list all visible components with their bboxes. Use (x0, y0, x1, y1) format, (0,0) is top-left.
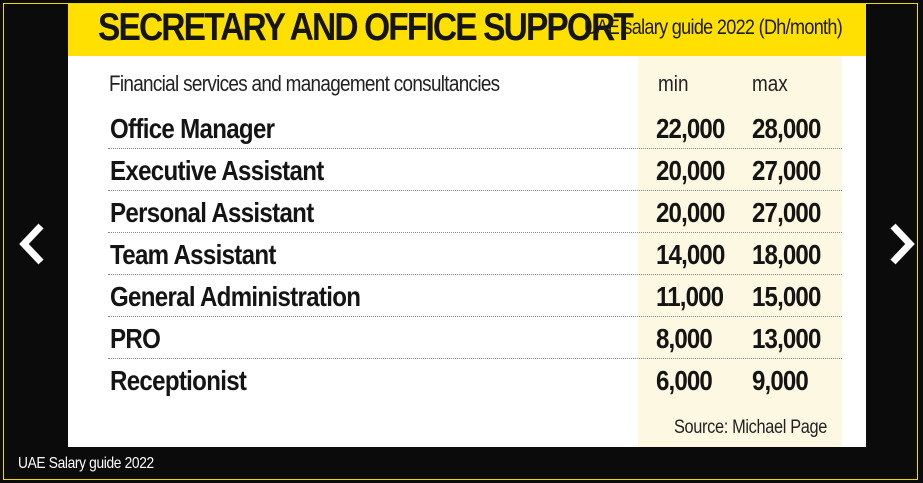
max-salary: 9,000 (752, 365, 808, 396)
table-row (108, 191, 842, 233)
next-slide-button[interactable] (882, 219, 922, 269)
min-salary: 11,000 (656, 281, 724, 312)
table-row (108, 359, 842, 401)
previous-slide-button[interactable] (12, 219, 52, 269)
min-salary: 8,000 (656, 323, 712, 354)
chevron-left-icon[interactable] (17, 222, 47, 266)
infographic-image (68, 4, 866, 447)
chevron-right-icon[interactable] (887, 222, 917, 266)
min-column-header: min (658, 71, 689, 96)
infographic-header (68, 4, 866, 56)
max-salary: 27,000 (752, 155, 821, 186)
salary-table (68, 107, 866, 401)
min-salary: 20,000 (656, 197, 725, 228)
table-row (108, 317, 842, 359)
max-salary: 18,000 (752, 239, 821, 270)
source-credit: Source: Michael Page (674, 417, 827, 438)
image-viewer (3, 3, 918, 480)
role-name: Receptionist (110, 365, 247, 396)
role-name: Personal Assistant (110, 197, 314, 228)
category-label: Financial services and management consultancies (109, 71, 500, 96)
min-salary: 6,000 (656, 365, 712, 396)
max-salary: 15,000 (752, 281, 821, 312)
infographic-subtitle: UAE salary guide 2022 (Dh/month) (583, 16, 842, 39)
role-name: Office Manager (110, 113, 275, 144)
min-salary: 14,000 (656, 239, 725, 270)
role-name: PRO (110, 323, 161, 354)
table-header (68, 56, 866, 106)
table-row (108, 107, 842, 149)
min-salary: 22,000 (656, 113, 725, 144)
infographic-title: SECRETARY AND OFFICE SUPPORT (98, 6, 633, 49)
image-caption: UAE Salary guide 2022 (18, 455, 154, 472)
max-salary: 28,000 (752, 113, 821, 144)
table-row (108, 275, 842, 317)
role-name: Executive Assistant (110, 155, 324, 186)
table-row (108, 233, 842, 275)
max-salary: 13,000 (752, 323, 821, 354)
max-salary: 27,000 (752, 197, 821, 228)
table-row (108, 149, 842, 191)
role-name: General Administration (110, 281, 361, 312)
min-salary: 20,000 (656, 155, 725, 186)
role-name: Team Assistant (110, 239, 276, 270)
max-column-header: max (752, 71, 788, 96)
